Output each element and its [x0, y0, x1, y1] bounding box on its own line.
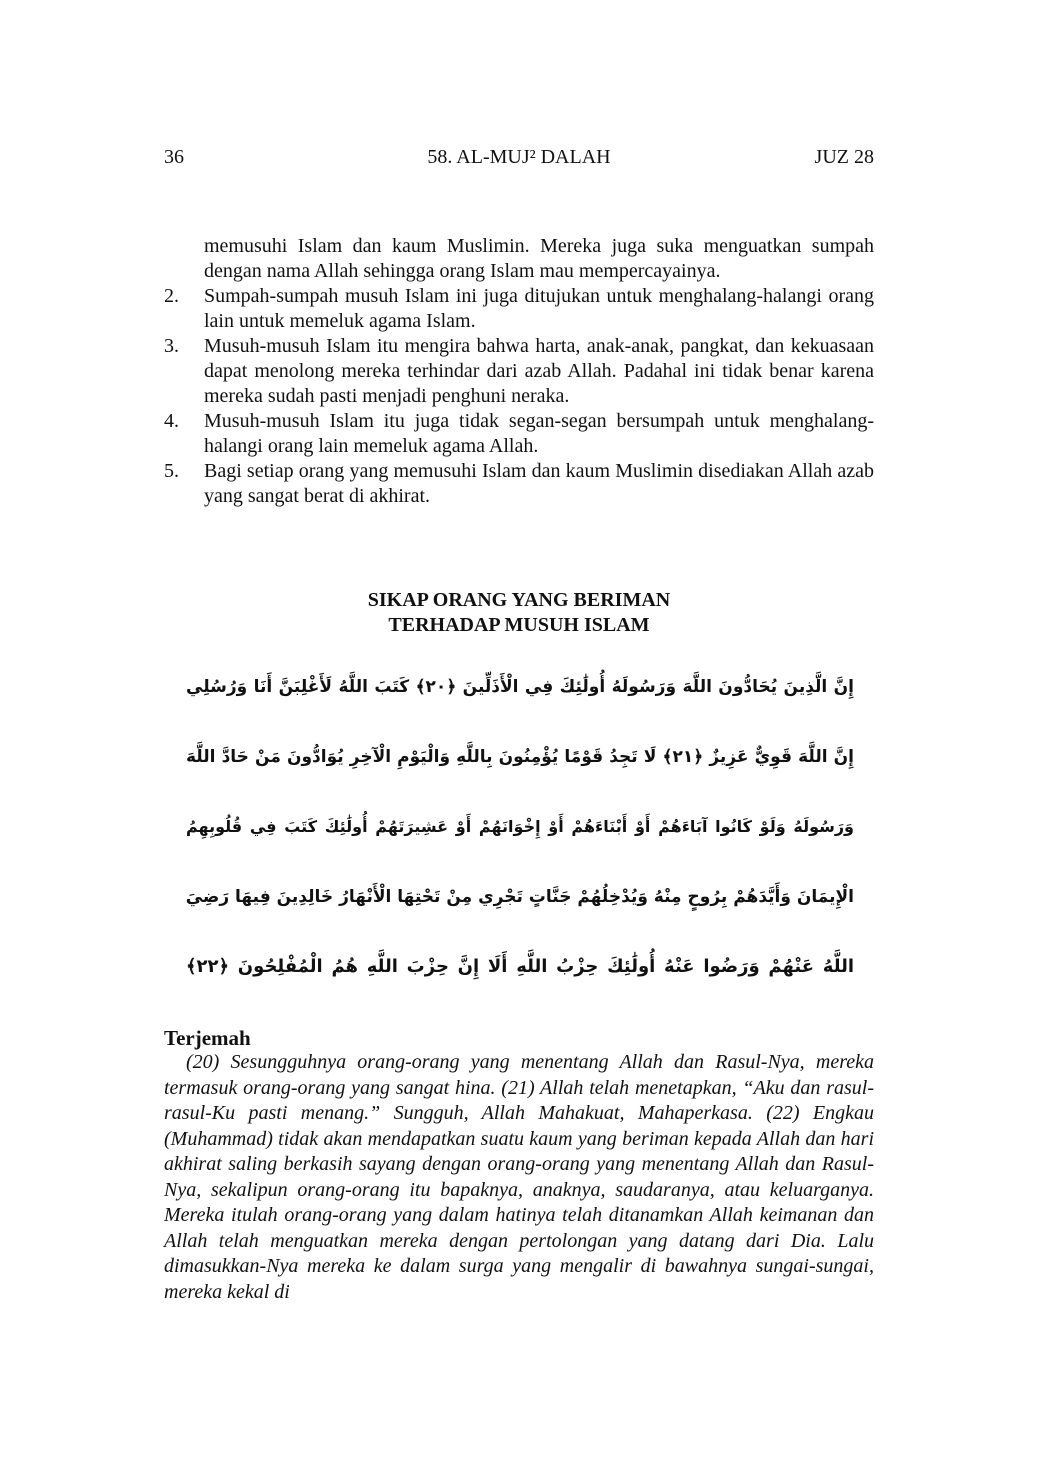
list-item — [164, 284, 874, 334]
arabic-verses — [186, 652, 854, 1002]
arabic-line: الْإِيمَانَ وَأَيَّدَهُمْ بِرُوحٍ مِنْهُ وَيُدْخِلُهُمْ جَنَّاتٍ تَجْرِي مِنْ تَحْتِهَا الْأَنْهَارُ خَالِدِينَ فِيهَا رَضِيَ — [186, 887, 854, 907]
arabic-line: إِنَّ اللَّهَ قَوِيٌّ عَزِيزٌ ﴿٢١﴾ لَا تَجِدُ قَوْمًا يُؤْمِنُونَ بِاللَّهِ وَالْيَوْمِ الْآخِرِ يُوَادُّونَ مَنْ حَادَّ اللَّهَ — [186, 747, 854, 767]
lessons-list — [164, 234, 874, 509]
arabic-line: إِنَّ الَّذِينَ يُحَادُّونَ اللَّهَ وَرَسُولَهُ أُولَٰئِكَ فِي الْأَذَلِّينَ ﴿٢٠﴾ كَتَبَ اللَّهُ لَأَغْلِبَنَّ أَنَا وَرُسُلِي — [186, 677, 854, 697]
page-number: 36 — [164, 146, 184, 168]
chapter-title: 58. AL-MUJ² DALAH — [427, 146, 611, 168]
list-item — [164, 409, 874, 459]
translation-heading: Terjemah — [164, 1026, 251, 1050]
juz-label: JUZ 28 — [814, 146, 874, 168]
list-item-text: Musuh-musuh Islam itu juga tidak segan-segan bersumpah untuk menghalang-halangi orang lain memeluk agama Allah. — [204, 410, 874, 457]
list-item-number: 2. — [164, 285, 179, 307]
section-title — [164, 588, 874, 638]
list-item — [164, 459, 874, 509]
list-item-text: Musuh-musuh Islam itu mengira bahwa harta, anak-anak, pangkat, dan kekuasaan dapat menolong mereka terhindar dari azab Allah. Padahal ini tidak benar karena mereka sudah pasti menjadi penghuni neraka. — [204, 335, 874, 407]
lesson-continuation: memusuhi Islam dan kaum Muslimin. Mereka juga suka menguatkan sumpah dengan nama Allah sehingga orang Islam mau mempercayainya. — [204, 235, 874, 282]
list-item — [164, 334, 874, 409]
list-item-number: 3. — [164, 335, 179, 357]
arabic-line: وَرَسُولَهُ وَلَوْ كَانُوا آبَاءَهُمْ أَوْ أَبْنَاءَهُمْ أَوْ إِخْوَانَهُمْ أَوْ عَشِيرَتَهُمْ أُولَٰئِكَ كَتَبَ فِي قُلُوبِهِمُ — [186, 817, 854, 836]
list-item-text: Sumpah-sumpah musuh Islam ini juga ditujukan untuk menghalang-halangi orang lain untuk memeluk agama Islam. — [204, 285, 874, 332]
section-title-line-1: SIKAP ORANG YANG BERIMAN — [367, 589, 671, 611]
translation-text: (20) Sesungguhnya orang-orang yang menentang Allah dan Rasul-Nya, mereka termasuk orang-orang yang sangat hina. (21) Allah telah menetapkan, “Aku dan rasul-rasul-Ku pasti menang.” Sungguh, Allah Mahakuat, Mahaperkasa. (22) Engkau (Muhammad) tidak akan mendapatkan suatu kaum yang beriman kepada Allah dan hari akhirat saling berkasih sayang dengan orang-orang yang menentang Allah dan Rasul-Nya, sekalipun orang-orang itu bapaknya, anaknya, saudaranya, atau keluarganya. Mereka itulah orang-orang yang dalam hatinya telah ditanamkan Allah keimanan dan Allah telah menguatkan mereka dengan pertolongan yang datang dari Dia. Lalu dimasukkan-Nya mereka ke dalam surga yang mengalir di bawahnya sungai-sungai, mereka kekal di — [164, 1051, 874, 1303]
arabic-line: اللَّهُ عَنْهُمْ وَرَضُوا عَنْهُ أُولَٰئِكَ حِزْبُ اللَّهِ أَلَا إِنَّ حِزْبَ اللَّهِ هُمُ الْمُفْلِحُونَ ﴿٢٢﴾ — [186, 956, 854, 977]
section-title-line-2: TERHADAP MUSUH ISLAM — [388, 614, 650, 636]
page-header — [164, 146, 874, 172]
list-item-text: Bagi setiap orang yang memusuhi Islam dan kaum Muslimin disediakan Allah azab yang sangat berat di akhirat. — [204, 460, 874, 507]
list-item-number: 5. — [164, 460, 179, 482]
list-item-number: 4. — [164, 410, 179, 432]
